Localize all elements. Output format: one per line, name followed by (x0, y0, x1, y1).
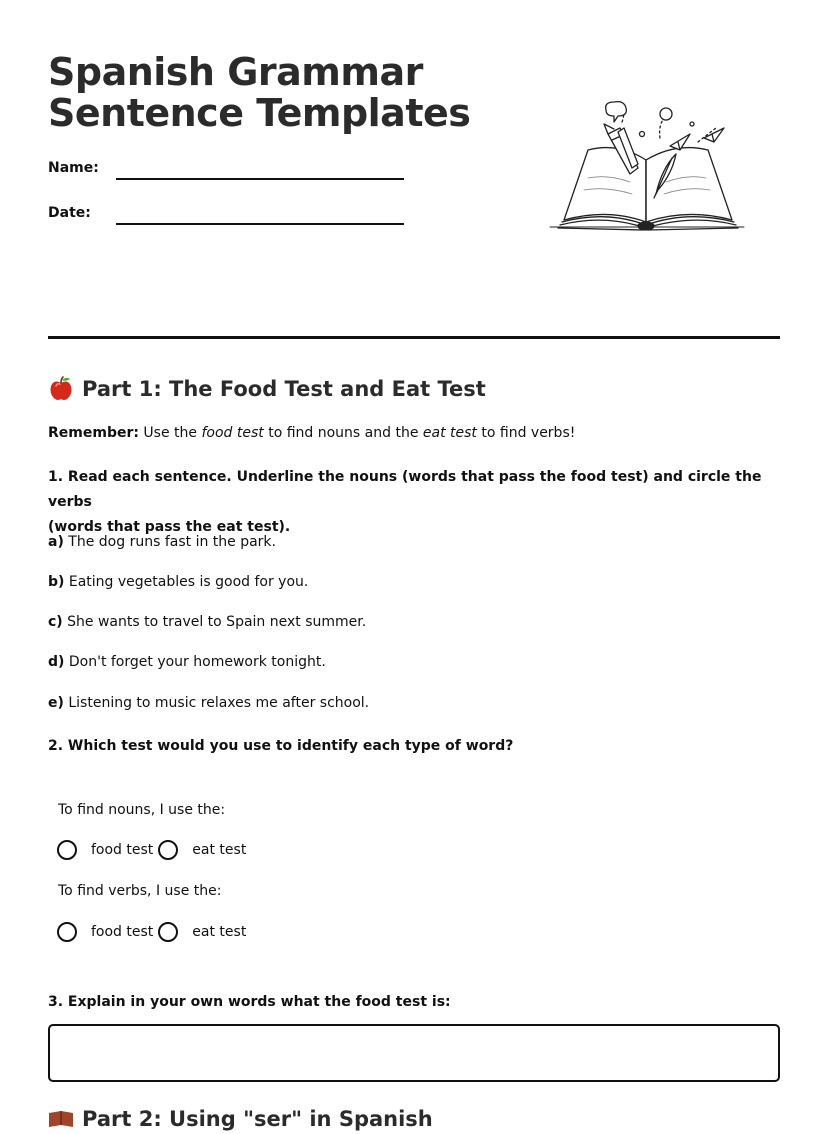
sentence-letter: d) (48, 654, 65, 670)
sentence-c (48, 610, 366, 635)
part-1-title: Part 1: The Food Test and Eat Test (82, 377, 486, 401)
radio-circle[interactable] (57, 840, 77, 860)
radio-circle[interactable] (158, 922, 178, 942)
verbs-prompt: To find verbs, I use the: (58, 883, 222, 899)
question-2-prompt: 2. Which test would you use to identify each type of word? (48, 738, 514, 754)
question-1-line-1: 1. Read each sentence. Underline the nouns (words that pass the food test) and circle the verbs (48, 469, 762, 510)
worksheet-page (48, 0, 780, 1131)
question-1-prompt (48, 465, 768, 540)
question-3-prompt: 3. Explain in your own words what the food test is: (48, 994, 451, 1010)
remember-label: Remember: (48, 425, 139, 441)
date-label: Date: (48, 205, 91, 221)
food-test-answer-box[interactable] (48, 1024, 780, 1082)
sentence-letter: b) (48, 574, 65, 590)
sentence-d (48, 650, 326, 675)
verbs-eat-test-option[interactable] (158, 920, 246, 944)
radio-label: eat test (192, 924, 247, 940)
radio-label: food test (91, 924, 154, 940)
nouns-food-test-option[interactable] (57, 838, 153, 862)
book-icon (48, 1109, 74, 1129)
date-field-row (48, 203, 408, 227)
sentence-text: The dog runs fast in the park. (63, 534, 276, 550)
sentence-text: She wants to travel to Spain next summer. (62, 614, 367, 630)
sentence-text: Listening to music relaxes me after school. (63, 695, 370, 711)
nouns-prompt: To find nouns, I use the: (58, 802, 226, 818)
sentence-text: Eating vegetables is good for you. (64, 574, 309, 590)
name-label: Name: (48, 160, 99, 176)
open-book-illustration (548, 98, 748, 234)
radio-circle[interactable] (158, 840, 178, 860)
radio-circle[interactable] (57, 922, 77, 942)
food-test-term: food test (201, 425, 264, 441)
remember-note (48, 421, 575, 446)
name-field-row (48, 158, 408, 182)
part-1-heading (48, 374, 486, 404)
sentence-letter: a) (48, 534, 64, 550)
sentence-a (48, 530, 276, 555)
apple-icon (48, 375, 74, 401)
name-input[interactable] (116, 178, 404, 180)
sentence-text: Don't forget your homework tonight. (64, 654, 326, 670)
date-input[interactable] (116, 223, 404, 225)
title-line-1: Spanish Grammar (48, 50, 423, 94)
part-2-heading (48, 1104, 433, 1134)
question-1-line-2: (words that pass the eat test). (48, 519, 291, 535)
sentence-letter: e) (48, 695, 64, 711)
part-2-title: Part 2: Using "ser" in Spanish (82, 1107, 433, 1131)
title-line-2: Sentence Templates (48, 91, 471, 135)
verbs-radio-group (57, 920, 246, 946)
verbs-food-test-option[interactable] (57, 920, 153, 944)
radio-label: eat test (192, 842, 247, 858)
nouns-eat-test-option[interactable] (158, 838, 246, 862)
page-title (48, 52, 470, 134)
remember-text-1: Use the (138, 425, 202, 441)
remember-text-2: to find nouns and the (263, 425, 423, 441)
sentence-letter: c) (48, 614, 63, 630)
sentence-b (48, 570, 308, 595)
eat-test-term: eat test (422, 425, 477, 441)
sentence-e (48, 691, 369, 716)
nouns-radio-group (57, 838, 246, 864)
section-divider (48, 336, 780, 339)
radio-label: food test (91, 842, 154, 858)
remember-text-3: to find verbs! (476, 425, 576, 441)
